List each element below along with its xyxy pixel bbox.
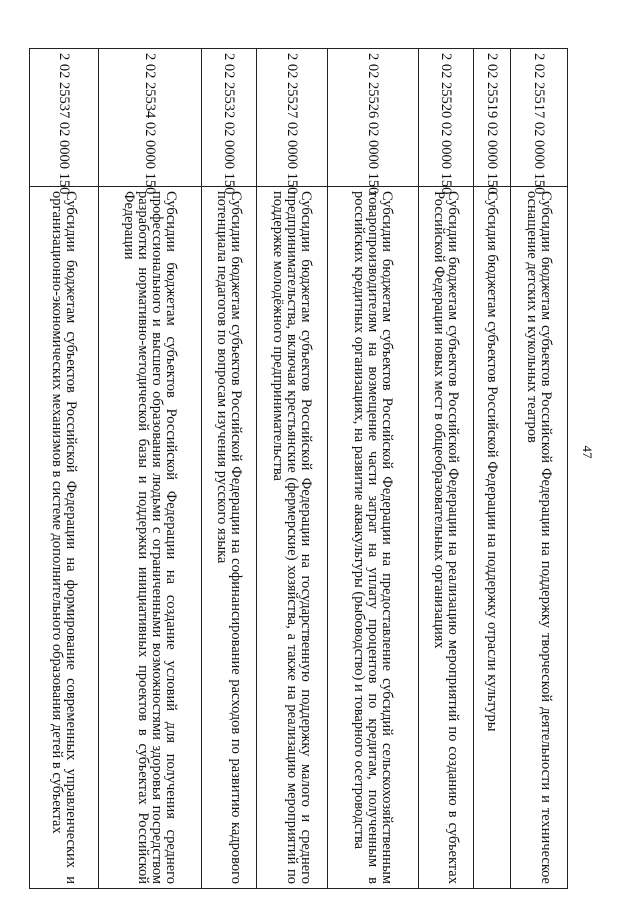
- description-text: Субсидия бюджетам субъектов Российской Федерации на поддержку отрасли культуры: [484, 191, 500, 732]
- budget-description: [257, 187, 328, 889]
- description-text: Субсидии бюджетам субъектов Российской Федерации на софинансирование расходов по развитию кадрового потенциала педагогов по вопросам изучения русского языка: [214, 191, 244, 884]
- budget-description: [202, 187, 257, 889]
- description-text: Субсидии бюджетам субъектов Российской Федерации на предоставление субсидий сельскохозяйственным товаропроизводителям на возмещение части затрат на уплату процентов по кредитам, полученным в российских кредитных организациях, на развитие аквакультуры (рыбоводство) и товарного осетроводства: [351, 191, 395, 884]
- table-row: [202, 49, 257, 889]
- budget-description: [419, 187, 474, 889]
- table-row: [419, 49, 474, 889]
- table-row: [474, 49, 511, 889]
- budget-code-table: [29, 48, 568, 889]
- budget-code: 2 02 25534 02 0000 150: [99, 49, 202, 187]
- page-number: 47: [580, 445, 595, 459]
- description-text: Субсидии бюджетам субъектов Российской Федерации на государственную поддержку малого и среднего предпринимательства, включая крестьянские (фермерские) хозяйства, а также на реализацию мероприятий по поддержке молодёжного предпринимательства: [270, 191, 314, 884]
- budget-description: [30, 187, 99, 889]
- table-row: [328, 49, 419, 889]
- budget-description: [474, 187, 511, 889]
- budget-code: 2 02 25532 02 0000 150: [202, 49, 257, 187]
- description-text: Субсидии бюджетам субъектов Российской Федерации на формирование современных управленческих и организационно-экономических механизмов в системе дополнительного образования детей в субъектах: [49, 191, 79, 884]
- budget-code: 2 02 25517 02 0000 150: [511, 49, 568, 187]
- rotated-page-content: [38, 48, 568, 888]
- table-row: [99, 49, 202, 889]
- table-row: [511, 49, 568, 889]
- budget-code: 2 02 25537 02 0000 150: [30, 49, 99, 187]
- budget-code: 2 02 25520 02 0000 150: [419, 49, 474, 187]
- table-row: [257, 49, 328, 889]
- table-row: [30, 49, 99, 889]
- budget-code: 2 02 25527 02 0000 150: [257, 49, 328, 187]
- description-text: Субсидии бюджетам субъектов Российской Федерации на поддержку творческой деятельности и техническое оснащение детских и кукольных театров: [524, 191, 554, 884]
- description-text: Субсидии бюджетам субъектов Российской Федерации на создание условий для получения среднего профессионального и высшего образования людьми с ограниченными возможностями здоровья посредством разработки нормативно-методической базы и поддержки инициативных проектов в субъектах Российской Федерации: [121, 191, 179, 884]
- budget-description: [511, 187, 568, 889]
- budget-code: 2 02 25526 02 0000 150: [328, 49, 419, 187]
- budget-description: [99, 187, 202, 889]
- description-text: Субсидии бюджетам субъектов Российской Федерации на реализацию мероприятий по созданию в субъектах Российской Федерации новых мест в общеобразовательных организациях: [431, 191, 461, 884]
- budget-code: 2 02 25519 02 0000 150: [474, 49, 511, 187]
- budget-description: [328, 187, 419, 889]
